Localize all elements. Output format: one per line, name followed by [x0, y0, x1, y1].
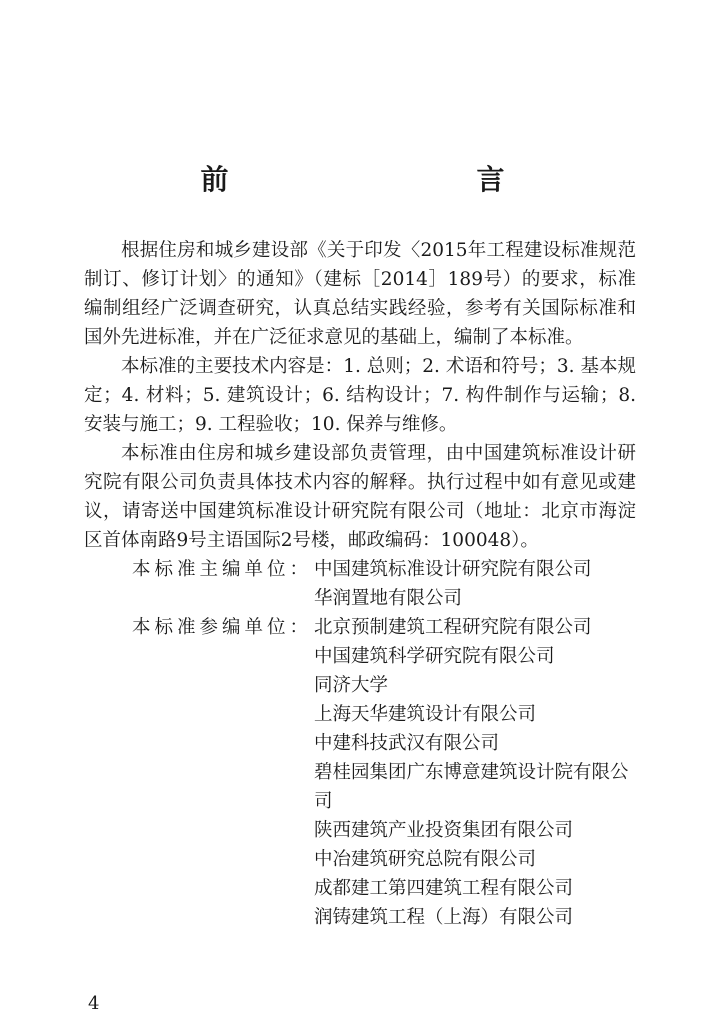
chief-units-list [314, 555, 636, 613]
chief-unit-item: 中国建筑标准设计研究院有限公司 [314, 559, 592, 580]
participating-units-list [314, 613, 636, 932]
participating-unit-item: 成都建工第四建筑工程有限公司 [314, 878, 574, 899]
participating-unit-item: 上海天华建筑设计有限公司 [314, 704, 537, 725]
paragraph-technical-content: 本标准的主要技术内容是：1. 总则；2. 术语和符号；3. 基本规定；4. 材料；5. 建筑设计；6. 结构设计；7. 构件制作与运输；8. 安装与施工；9. 工程验收；10. 保养与维修。 [84, 356, 636, 435]
participating-unit-item: 中国建筑科学研究院有限公司 [314, 646, 555, 667]
chief-units-block [84, 555, 636, 613]
participating-unit-item: 中冶建筑研究总院有限公司 [314, 849, 537, 870]
paragraph-management: 本标准由住房和城乡建设部负责管理，由中国建筑标准设计研究院有限公司负责具体技术内容的解释。执行过程中如有意见或建议，请寄送中国建筑标准设计研究院有限公司（地址：北京市海淀区首体南路9号主语国际2号楼，邮政编码：100048）。 [84, 443, 636, 551]
page-title: 前 言 [200, 163, 569, 196]
participating-unit-item: 碧桂园集团广东博意建筑设计院有限公司 [314, 762, 629, 812]
participating-units-label: 本标准参编单位： [131, 617, 312, 638]
participating-unit-item: 中建科技武汉有限公司 [314, 733, 500, 754]
participating-unit-item: 同济大学 [314, 675, 389, 696]
participating-unit-item: 北京预制建筑工程研究院有限公司 [314, 617, 592, 638]
paragraph-background: 根据住房和城乡建设部《关于印发〈2015年工程建设标准规范制订、修订计划〉的通知》（建标［2014］189号）的要求，标准编制组经广泛调查研究，认真总结实践经验，参考有关国际标准和国外先进标准，并在广泛征求意见的基础上，编制了本标准。 [84, 240, 636, 348]
chief-units-label: 本标准主编单位： [131, 559, 312, 580]
page-number: 4 [88, 993, 100, 1014]
participating-unit-item: 润铸建筑工程（上海）有限公司 [314, 907, 574, 928]
preface-body [84, 236, 636, 932]
participating-unit-item: 陕西建筑产业投资集团有限公司 [314, 820, 574, 841]
participating-units-block [84, 613, 636, 932]
chief-unit-item: 华润置地有限公司 [314, 588, 463, 609]
